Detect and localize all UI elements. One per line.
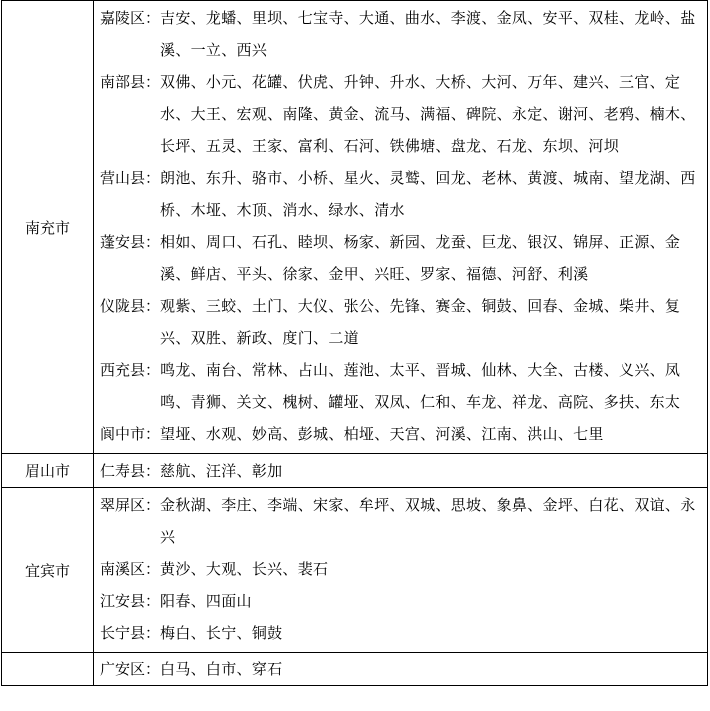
county-entry — [100, 418, 703, 450]
county-entry — [100, 226, 703, 290]
region-table — [1, 0, 708, 686]
county-name: 南部县： — [100, 73, 161, 91]
city-cell — [2, 1, 94, 454]
county-name: 西充县： — [100, 361, 161, 379]
county-entry — [100, 553, 703, 585]
towns-cell — [94, 454, 708, 488]
towns-cell — [94, 488, 708, 653]
town-list: 相如、周口、石孔、睦坝、杨家、新园、龙蚕、巨龙、银汉、锦屏、正源、金溪、鲜店、平头、徐家、金甲、兴旺、罗家、福德、河舒、利溪 — [160, 233, 681, 283]
table-row — [2, 1, 708, 454]
city-name: 眉山市 — [24, 462, 70, 480]
city-cell — [2, 653, 94, 686]
county-entry — [100, 162, 703, 226]
town-list: 白马、白市、穿石 — [160, 660, 283, 678]
town-list: 双佛、小元、花罐、伏虎、升钟、升水、大桥、大河、万年、建兴、三官、定水、大王、宏观、南隆、黄金、流马、满福、碑院、永定、谢河、老鸦、楠木、长坪、五灵、王家、富利、石河、铁佛塘、盘龙、石龙、东坝、河坝 — [160, 73, 696, 155]
county-entry — [100, 489, 703, 553]
city-name: 宜宾市 — [24, 561, 70, 580]
county-name: 江安县： — [100, 592, 161, 610]
county-entry — [100, 66, 703, 162]
county-name: 仪陇县： — [100, 297, 161, 315]
town-list: 鸣龙、南台、常林、占山、莲池、太平、晋城、仙林、大全、古楼、义兴、凤鸣、青狮、关文、槐树、罐垭、双凤、仁和、车龙、祥龙、高院、多扶、东太 — [160, 361, 681, 411]
county-entry — [100, 354, 703, 418]
town-list: 阳春、四面山 — [160, 592, 252, 610]
county-name: 营山县： — [100, 169, 161, 187]
town-list: 观紫、三蛟、土门、大仪、张公、先锋、赛金、铜鼓、回春、金城、柴井、复兴、双胜、新政、度门、二道 — [160, 297, 681, 347]
county-entry — [100, 455, 703, 487]
city-cell — [2, 454, 94, 488]
city-cell — [2, 488, 94, 653]
county-name: 长宁县： — [100, 624, 161, 642]
town-list: 朗池、东升、骆市、小桥、星火、灵鹫、回龙、老林、黄渡、城南、望龙湖、西桥、木垭、木顶、消水、绿水、清水 — [160, 169, 696, 219]
city-name: 南充市 — [24, 218, 70, 237]
county-entry — [100, 290, 703, 354]
county-name: 阆中市： — [100, 425, 161, 443]
town-list: 慈航、汪洋、彰加 — [160, 461, 283, 480]
table-row — [2, 488, 708, 653]
county-entry — [100, 2, 703, 66]
county-entry — [100, 617, 703, 649]
towns-cell — [94, 653, 708, 686]
table-row — [2, 653, 708, 686]
table-row — [2, 454, 708, 488]
county-name: 蓬安县： — [100, 233, 161, 251]
county-entry — [100, 585, 703, 617]
county-name: 翠屏区： — [100, 496, 161, 514]
county-name: 仁寿县： — [100, 461, 161, 480]
towns-cell — [94, 1, 708, 454]
town-list: 吉安、龙蟠、里坝、七宝寺、大通、曲水、李渡、金凤、安平、双桂、龙岭、盐溪、一立、西兴 — [160, 9, 696, 59]
town-list: 梅白、长宁、铜鼓 — [160, 624, 283, 642]
town-list: 黄沙、大观、长兴、裴石 — [160, 560, 329, 578]
town-list: 望垭、水观、妙高、彭城、柏垭、天宫、河溪、江南、洪山、七里 — [160, 425, 604, 443]
county-name: 南溪区： — [100, 560, 161, 578]
town-list: 金秋湖、李庄、李端、宋家、牟坪、双城、思坡、象鼻、金坪、白花、双谊、永兴 — [160, 496, 696, 546]
county-name: 嘉陵区： — [100, 9, 161, 27]
county-name: 广安区： — [100, 660, 161, 678]
county-entry — [100, 653, 703, 685]
